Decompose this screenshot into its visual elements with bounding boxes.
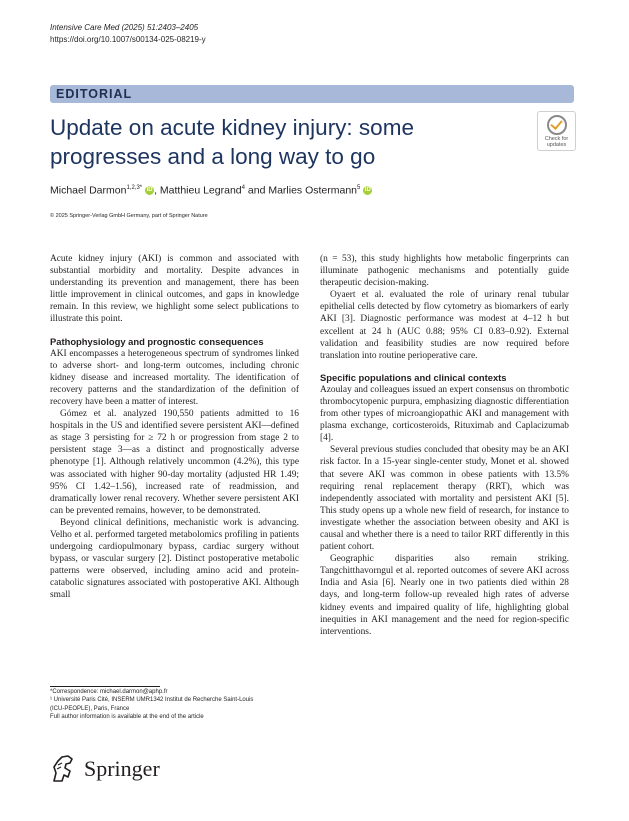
intro-paragraph: Acute kidney injury (AKI) is common and associated with substantial morbidity and mortality. Despite advances in understanding its prevention and management, there has been little improvement in clinical outcomes, and gaps in knowledge remain. In this review, we highlight some select publications to illustrate this point. [50,254,299,325]
author-name: , Matthieu Legrand [154,184,242,197]
check-updates-line1: Check for [544,136,569,142]
author-list [50,181,372,198]
springer-logo [50,755,180,785]
check-for-updates-badge[interactable] [537,111,576,151]
section-heading: Specific populations and clinical contexts [320,371,507,383]
body-paragraph: Beyond clinical definitions, mechanistic work is advancing. Velho et al. performed targeted metabolomics profiling in patients undergoing cardiopulmonary bypass, cardiac surgery without bypass, or vascular surgery [2]. Distinct postoperative metabolic patterns were observed, including amino acid and protein-catabolic signatures associated with postoperative AKI. Although small [50,517,299,601]
author-info-note: Full author information is available at the end of the article [50,713,204,720]
author-affiliation: 1,2,3* [126,185,143,191]
body-paragraph: Oyaert et al. evaluated the role of urinary renal tubular epithelial cells detected by flow cytometry as biomarkers of early AKI [3]. Diagnostic performance was modest at 4–12 h but excellent at 24 h (AUC 0.88; 95% CI 0.83–0.92). External validation and feasibility studies are now required before translation into routine perioperative care. [320,290,569,361]
body-column-right [320,253,569,638]
orcid-icon[interactable]: iD [146,187,153,194]
body-paragraph: AKI encompasses a heterogeneous spectrum of syndromes linked to adverse short- and long-term outcomes, including chronic kidney disease and increased mortality. The identification of recovery patterns and the standardization of the definition of recovery have been a matter of interest. [50,348,299,407]
author-affiliation: 5 [357,185,361,191]
correspondence: *Correspondence: michael.darmon@aphp.fr [50,689,168,695]
doi-link[interactable]: https://doi.org/10.1007/s00134-025-08219-y [50,35,206,44]
body-paragraph: Several previous studies concluded that obesity may be an AKI risk factor. In a 15-year single-center study, Monet et al. showed that severe AKI was common in obese patients with 13.5% requiring renal replacement therapy (RRT), which was independently associated with mortality and persistent AKI [5]. This study opens up a whole new field of research, for instance to investigate whether the association between obesity and AKI is causal and whether there is a need to tailor RRT differently in this patient cohort. [320,445,569,553]
check-for-updates-icon [547,115,567,135]
author-name: and Marlies Ostermann [244,184,358,197]
publisher-name: Springer [84,756,160,781]
check-updates-line2: updates [546,142,567,148]
author-affiliation: 4 [241,185,245,191]
affiliation: (ICU-PEOPLE), Paris, France [50,705,130,712]
journal-citation: Intensive Care Med (2025) 51:2403–2405 [50,23,199,32]
body-paragraph: Geographic disparities also remain striking. Tangchitthavorngul et al. reported outcomes of severe AKI across India and Asia [6]. Nearly one in two patients died within 28 days, and long-term follow-up revealed high rates of adverse kidney events and impaired quality of life, highlighting global inequities in AKI management and the need for region-specific interventions. [320,554,569,637]
section-bar [50,85,574,103]
section-label: EDITORIAL [56,87,133,101]
author-name: Michael Darmon [50,184,127,197]
orcid-icon[interactable]: iD [364,187,371,194]
footnote-divider [50,686,160,687]
affiliation: ¹ Université Paris Cité, INSERM UMR1342 Institut de Recherche Saint-Louis [50,697,254,704]
springer-horse-icon [50,755,80,783]
section-heading: Pathophysiology and prognostic consequences [50,335,264,347]
body-paragraph: (n = 53), this study highlights how metabolic fingerprints can illuminate pathogenic mechanisms and potentially guide therapeutic decision-making. [320,254,569,289]
article-title: Update on acute kidney injury: some progresses and a long way to go [50,115,414,169]
body-column-left [50,253,299,602]
copyright-notice: © 2025 Springer-Verlag GmbH Germany, part of Springer Nature [50,213,208,219]
body-paragraph: Gómez et al. analyzed 190,550 patients admitted to 16 hospitals in the US and identified severe persistent AKI—defined as stage 3 persisting for ≥ 72 h or progression from stage 2 to persistent stage 3—as a distinct and prognostically adverse phenotype [1]. Although relatively uncommon (4.2%), this type was associated with higher 90-day mortality (adjusted HR 1.49; 95% CI 1.42–1.56), increased rate of readmission, and dramatically lower renal recovery. Whether severe persistent AKI can be prevented remains, however, to be demonstrated. [50,409,299,516]
body-paragraph: Azoulay and colleagues issued an expert consensus on thrombotic thrombocytopenic purpura, emphasizing diagnostic differentiation from other types of microangiopathic AKI and management with plasma exchange, corticosteroids, Rituximab and Caplacizumab [4]. [320,384,569,444]
footnote [50,688,310,721]
